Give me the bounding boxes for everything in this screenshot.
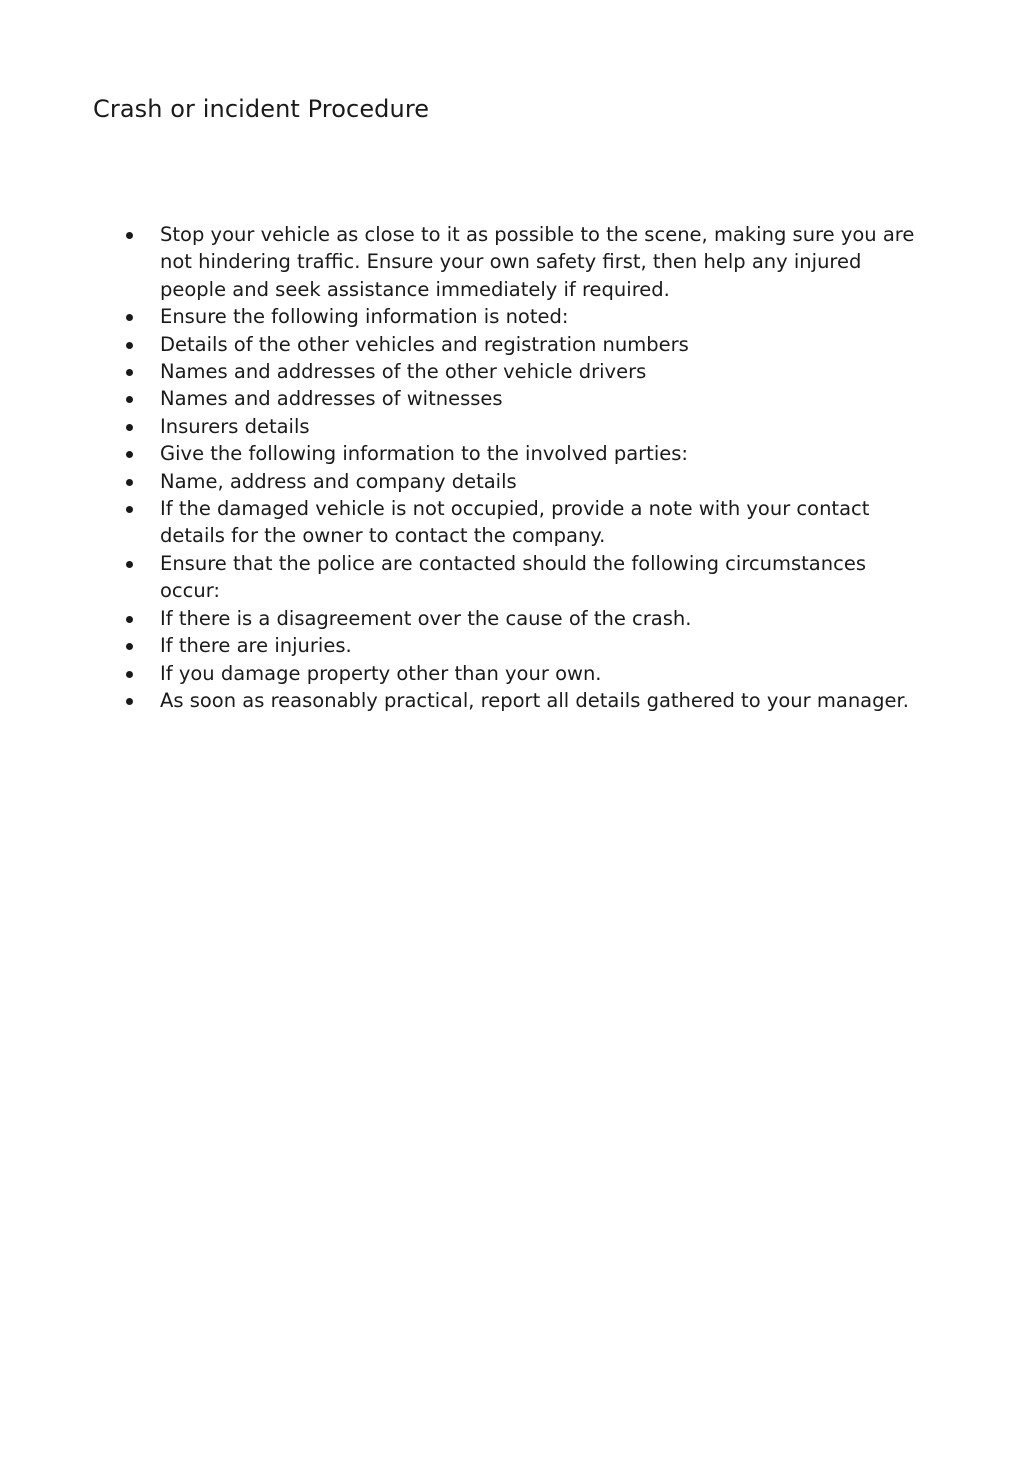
list-item-text: Ensure the following information is noted: — [160, 305, 569, 329]
list-item — [0, 495, 930, 550]
list-item — [0, 687, 930, 714]
list-item — [0, 605, 930, 632]
list-item — [0, 468, 930, 495]
list-item — [0, 331, 930, 358]
list-item — [0, 632, 930, 659]
list-item-text: Give the following information to the involved parties: — [160, 442, 688, 466]
list-item — [0, 385, 930, 412]
list-item-text: As soon as reasonably practical, report all details gathered to your manager. — [160, 688, 909, 712]
list-item-text: Insurers details — [160, 414, 310, 438]
list-item — [0, 440, 930, 467]
bullet-icon — [126, 561, 133, 568]
bullet-icon — [126, 698, 133, 705]
bullet-icon — [126, 424, 133, 431]
document-title: Crash or incident Procedure — [93, 95, 430, 123]
list-item-text: Stop your vehicle as close to it as possible to the scene, making sure you are not hindering traffic. Ensure your own safety first, then help any injured people and seek assistance immediately if required. — [160, 223, 915, 301]
list-item-text: Details of the other vehicles and registration numbers — [160, 332, 689, 356]
list-item-text: Names and addresses of witnesses — [160, 387, 503, 411]
bullet-icon — [126, 671, 133, 678]
bullet-icon — [126, 314, 133, 321]
bullet-icon — [126, 643, 133, 650]
bullet-icon — [126, 369, 133, 376]
list-item-text: Names and addresses of the other vehicle drivers — [160, 360, 647, 384]
procedure-list — [0, 221, 1023, 714]
list-item — [0, 303, 930, 330]
bullet-icon — [126, 616, 133, 623]
bullet-icon — [126, 396, 133, 403]
list-item — [0, 550, 930, 605]
bullet-icon — [126, 232, 133, 239]
list-item-text: If the damaged vehicle is not occupied, provide a note with your contact details for the owner to contact the company. — [160, 497, 870, 548]
bullet-icon — [126, 479, 133, 486]
bullet-icon — [126, 342, 133, 349]
bullet-icon — [126, 451, 133, 458]
list-item-text: Name, address and company details — [160, 469, 517, 493]
list-item — [0, 358, 930, 385]
list-item — [0, 413, 930, 440]
list-item-text: If you damage property other than your own. — [160, 661, 602, 685]
list-item-text: If there is a disagreement over the cause of the crash. — [160, 606, 692, 630]
list-item — [0, 221, 930, 303]
bullet-icon — [126, 506, 133, 513]
list-item — [0, 660, 930, 687]
list-item-text: Ensure that the police are contacted should the following circumstances occur: — [160, 551, 866, 603]
list-item-text: If there are injuries. — [160, 634, 352, 658]
